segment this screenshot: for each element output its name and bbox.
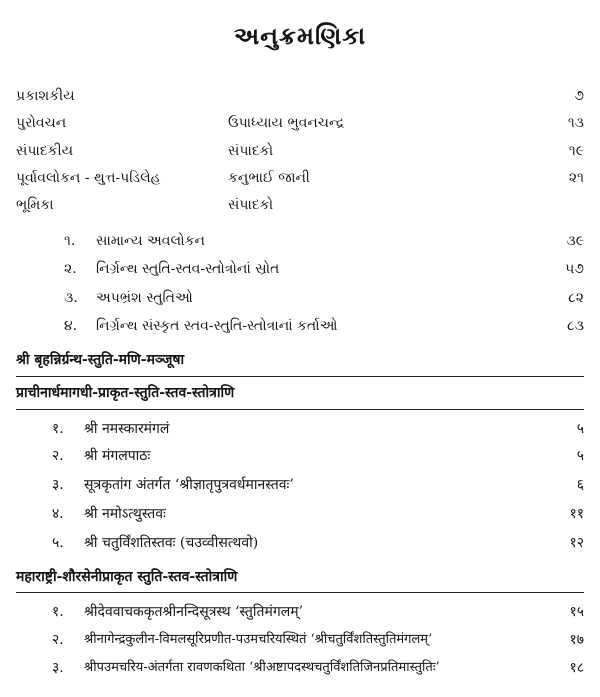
entry-author: કનુભાઈ જાની	[228, 170, 310, 186]
entry-title: श्री नमस्कारमंगलं	[84, 421, 170, 437]
entry-number: ४.	[52, 506, 64, 522]
entry-title: श्रीपउमचरिय-अंतर्गता रावणकथिता ‘श्रीअष्टापदस्थचतुर्विंशतिजिनप्रतिमास्तुतिः’	[84, 660, 440, 675]
entry-author: ઉપાધ્યાય ભુવનચન્દ્ર	[228, 115, 345, 131]
entry-number: ૨.	[64, 261, 77, 277]
entry-title: श्री मंगलपाठः	[84, 448, 151, 464]
page-title: અનુક્રમણિકા	[233, 22, 367, 50]
entry-title: પુરોવચન	[16, 115, 67, 131]
entry-page: १५	[569, 604, 584, 620]
entry-title: નિર્ગ્રન્થ સ્તુતિ-સ્તવ-સ્તોત્રોનાં સ્રોત	[96, 261, 280, 277]
entry-page: ११	[569, 506, 584, 522]
entry-title: પ્રકાશકીય	[16, 88, 75, 104]
entry-author: સંપાદકો	[228, 143, 274, 159]
entry-title: सूत्रकृतांग अंतर्गत ‘श्रीज्ञातृपुत्रवर्धमानस्तवः’	[84, 477, 294, 493]
entry-page: ૮૩	[566, 318, 584, 334]
entry-number: ३.	[52, 660, 64, 676]
entry-page: ५	[576, 448, 584, 464]
entry-page: १२	[569, 535, 584, 551]
entry-title: श्रीदेववाचककृतश्रीनन्दिसूत्रस्थ ‘स्तुतिमंगलम्’	[84, 604, 304, 620]
entry-page: ५	[576, 421, 584, 437]
entry-title: પૂર્વાવલોકન - થુત્ત-પડિલેહ	[16, 170, 161, 186]
divider	[16, 592, 584, 593]
divider	[16, 376, 584, 377]
entry-page: १७	[569, 632, 584, 648]
entry-title: સામાન્ય અવલોકન	[96, 233, 205, 249]
entry-page: ६	[576, 477, 584, 493]
divider	[16, 409, 584, 410]
entry-page: ૫૭	[565, 261, 584, 277]
entry-title: श्रीनागेन्द्रकुलीन-विमलसूरिप्रणीत-पउमचरियस्थितं ‘श्रीचतुर्विंशतिस्तुतिमंगलम्’	[84, 632, 433, 647]
entry-number: ૩.	[64, 290, 78, 306]
entry-title: श्री नमोऽत्थुस्तवः	[84, 506, 166, 522]
entry-title: श्री चतुर्विंशतिस्तवः (चउव्वीसत्थवो)	[84, 535, 259, 551]
entry-title: અપભ્રંશ સ્તુતિઓ	[96, 290, 193, 306]
entry-page: ૧૩	[567, 115, 584, 131]
entry-number: ૪.	[64, 318, 78, 334]
entry-number: ५.	[52, 535, 64, 551]
entry-page: १८	[569, 660, 584, 676]
entry-title: નિર્ગ્રન્થ સંસ્કૃત સ્તવ-સ્તુતિ-સ્તોત્રાનાં કર્તાઓ	[96, 318, 338, 334]
entry-page: ૨૧	[568, 170, 584, 186]
entry-number: २.	[52, 448, 64, 464]
entry-number: ३.	[52, 477, 64, 493]
entry-title: સંપાદકીય	[16, 143, 74, 159]
entry-number: १.	[52, 421, 64, 437]
section-heading-maharashtri: महाराष्ट्री-शौरसेनीप्राकृत स्तुति-स्तव-स्तोत्राणि	[16, 569, 238, 585]
entry-author: સંપાદકો	[228, 197, 274, 213]
entry-page: ૩૯	[566, 233, 584, 249]
entry-number: ૧.	[64, 233, 76, 249]
entry-title: ભૂમિકા	[16, 197, 54, 213]
section-heading-ardhamagadhi: प्राचीनार्धमागधी-प्राकृत-स्तुति-स्तव-स्तोत्राणि	[16, 385, 235, 401]
entry-page: ૧૯	[568, 143, 584, 159]
main-heading: श्री बृहन्निर्ग्रन्थ-स्तुति-मणि-मञ्जूषा	[16, 352, 185, 368]
entry-number: १.	[52, 604, 64, 620]
entry-number: २.	[52, 632, 64, 648]
entry-page: ૮૨	[568, 290, 584, 306]
entry-page: ૭	[574, 88, 584, 104]
